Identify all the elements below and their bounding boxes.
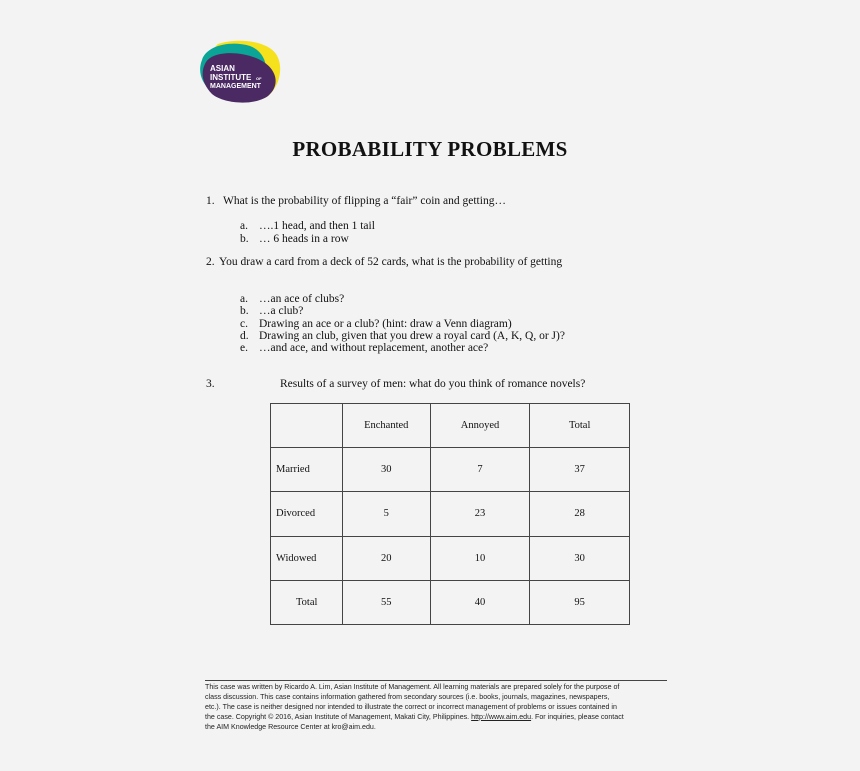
- item-text: Drawing an ace or a club? (hint: draw a Venn diagram): [259, 318, 512, 330]
- question-number: 2.: [206, 256, 215, 268]
- question-2-item-d: [240, 330, 565, 342]
- table-header-cell: Enchanted: [342, 404, 430, 448]
- question-number: 1.: [206, 195, 215, 207]
- item-text: …an ace of clubs?: [259, 293, 345, 305]
- row-label: Married: [271, 448, 343, 492]
- table-row: [271, 448, 630, 492]
- question-2-item-c: [240, 318, 512, 330]
- table-cell: 37: [530, 448, 630, 492]
- item-label: d.: [240, 330, 249, 342]
- table-cell: 95: [530, 580, 630, 624]
- item-text: ….1 head, and then 1 tail: [259, 220, 375, 232]
- footer-text: the case. Copyright © 2016, Asian Institute of Management, Makati City, Philippines.: [205, 712, 472, 721]
- table-cell: 10: [430, 536, 530, 580]
- table-header-cell: [271, 404, 343, 448]
- question-2-item-a: [240, 293, 344, 305]
- item-label: b.: [240, 233, 249, 245]
- footer-line: class discussion. This case contains information gathered from secondary sources (i.e. books, journals, magazines, newspapers,: [205, 692, 610, 701]
- item-text: …a club?: [259, 305, 304, 317]
- table-cell: 30: [530, 536, 630, 580]
- item-label: e.: [240, 342, 248, 354]
- question-2: [206, 256, 562, 268]
- table-row: [271, 492, 630, 536]
- logo-line-3: MANAGEMENT: [210, 83, 261, 90]
- footer-line: etc.). The case is neither designed nor intended to illustrate the correct or incorrect management of problems or issues contained in: [205, 702, 617, 711]
- question-2-item-e: [240, 342, 488, 354]
- question-text: You draw a card from a deck of 52 cards, what is the probability of getting: [219, 256, 563, 268]
- table-cell: 40: [430, 580, 530, 624]
- question-3-number: 3.: [206, 378, 215, 390]
- item-label: c.: [240, 318, 248, 330]
- item-text: …and ace, and without replacement, another ace?: [259, 342, 489, 354]
- item-label: a.: [240, 220, 248, 232]
- table-cell: 28: [530, 492, 630, 536]
- footer-line: [205, 713, 667, 723]
- item-text: … 6 heads in a row: [259, 233, 349, 245]
- footer-note: [205, 680, 667, 733]
- logo-line-2-small: OF: [256, 76, 262, 81]
- survey-table: [270, 403, 630, 625]
- table-header-row: [271, 404, 630, 448]
- question-2-item-b: [240, 305, 303, 317]
- footer-line: This case was written by Ricardo A. Lim, Asian Institute of Management. All learning materials are prepared solely for the purpose of: [205, 683, 620, 691]
- table-row: [271, 536, 630, 580]
- table-row-total: [271, 580, 630, 624]
- table-cell: 7: [430, 448, 530, 492]
- logo-line-1: ASIAN: [210, 64, 235, 73]
- question-1-item-a: [240, 220, 375, 232]
- logo-line-2: INSTITUTE: [210, 73, 252, 82]
- footer-line: the AIM Knowledge Resource Center at kro@aim.edu.: [205, 722, 376, 731]
- table-cell: 20: [342, 536, 430, 580]
- item-text: Drawing an club, given that you drew a royal card (A, K, Q, or J)?: [259, 330, 565, 342]
- table-header-cell: Annoyed: [430, 404, 530, 448]
- question-1-item-b: [240, 233, 349, 245]
- footer-text: . For inquiries, please contact: [531, 712, 624, 721]
- question-3-text: Results of a survey of men: what do you think of romance novels?: [280, 378, 586, 390]
- row-label: Divorced: [271, 492, 343, 536]
- item-label: a.: [240, 293, 248, 305]
- aim-website-link[interactable]: http://www.aim.edu: [471, 712, 532, 721]
- page-title: PROBABILITY PROBLEMS: [292, 137, 568, 161]
- question-1: [206, 195, 506, 207]
- aim-logo: [196, 40, 284, 106]
- table-header-cell: Total: [530, 404, 630, 448]
- table-cell: 23: [430, 492, 530, 536]
- table-cell: 5: [342, 492, 430, 536]
- row-label: Total: [271, 580, 343, 624]
- table-cell: 30: [342, 448, 430, 492]
- item-label: b.: [240, 305, 249, 317]
- question-text: What is the probability of flipping a “fair” coin and getting…: [223, 195, 506, 207]
- table-cell: 55: [342, 580, 430, 624]
- row-label: Widowed: [271, 536, 343, 580]
